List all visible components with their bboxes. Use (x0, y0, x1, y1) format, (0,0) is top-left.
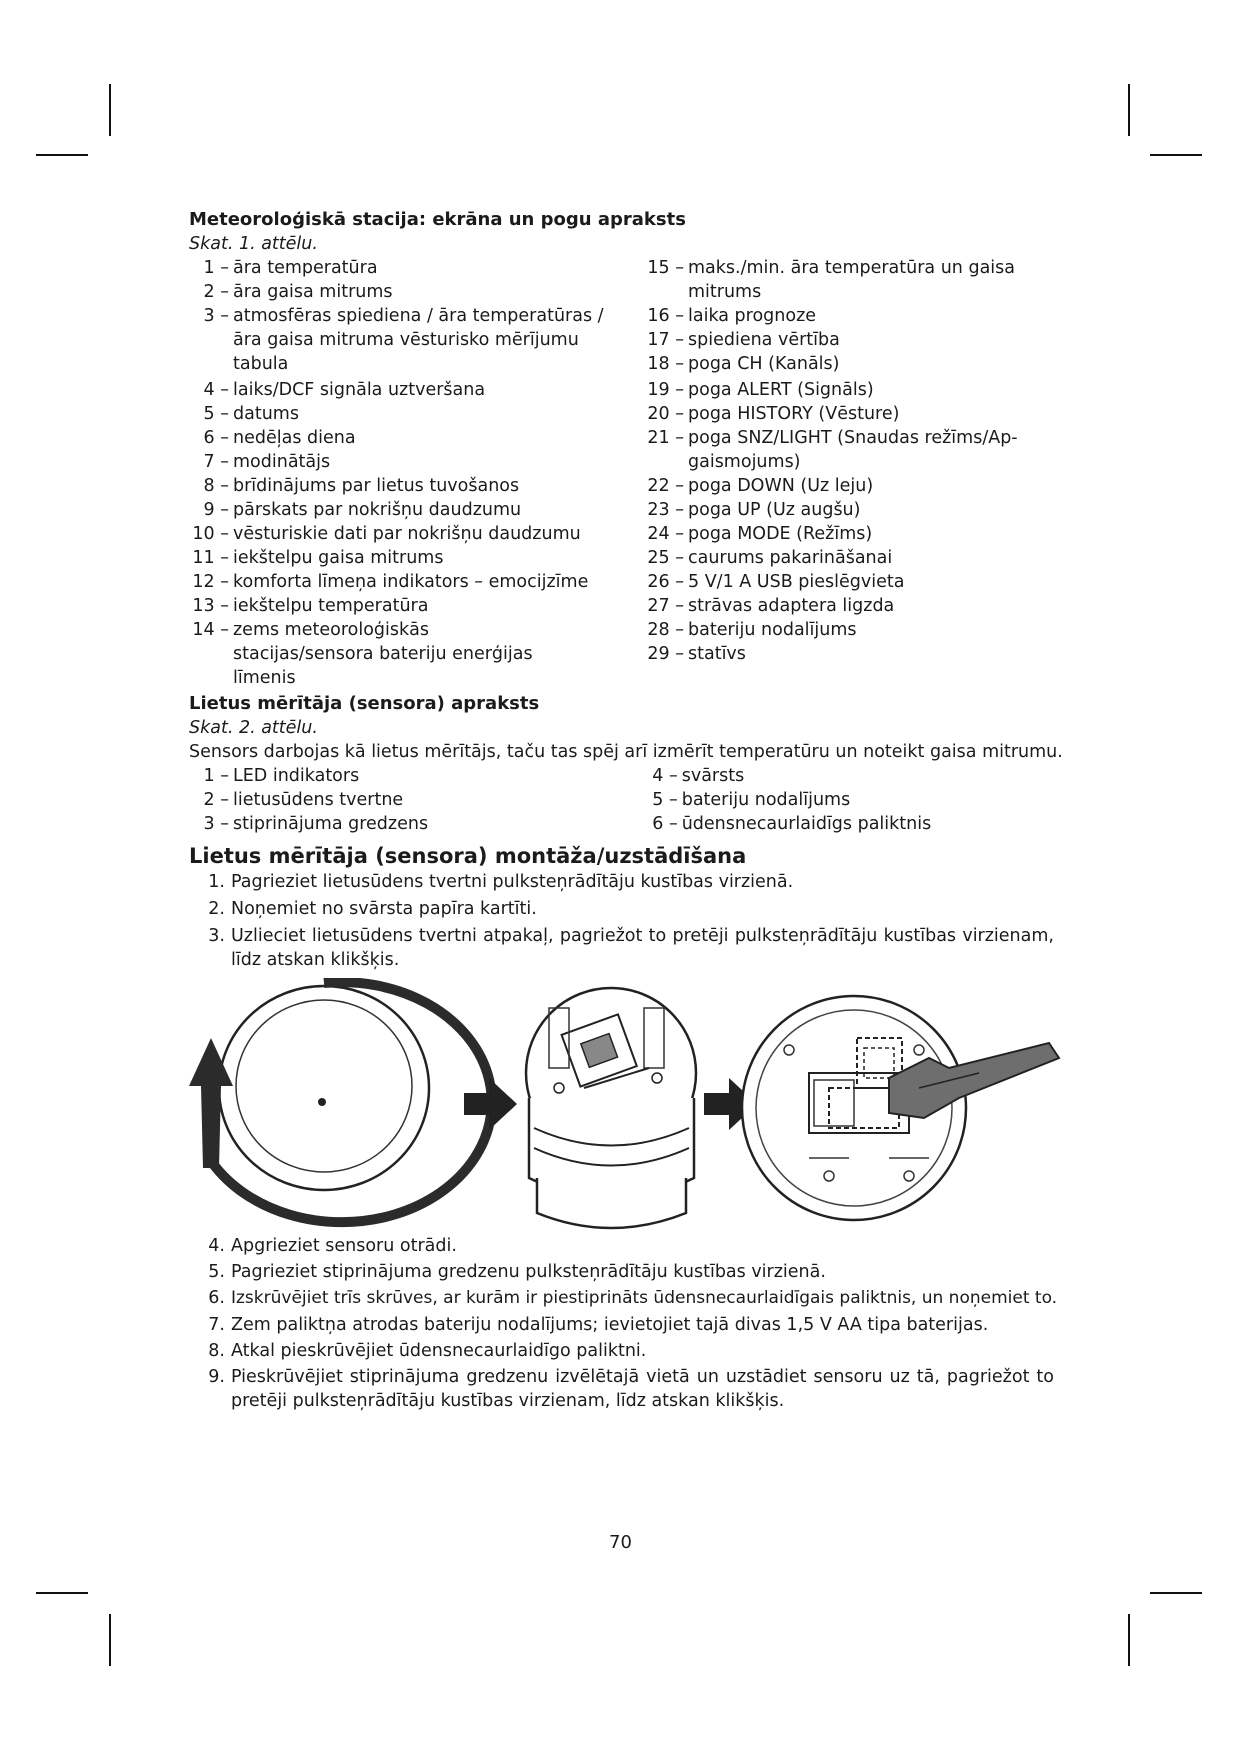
legend-item (189, 812, 650, 836)
installation-illustration (189, 978, 1069, 1238)
legend-number: 1 – (203, 766, 229, 786)
crop-mark (1128, 84, 1130, 136)
legend-number: 22 – (647, 476, 684, 496)
legend-text: poga UP (Uz augšu) (688, 500, 861, 520)
legend-text: maks./min. āra temperatūra un gaisa mitrums (688, 258, 1015, 302)
legend-text: statīvs (688, 644, 746, 664)
step-item (189, 1313, 1054, 1337)
legend-text: datums (233, 404, 299, 424)
step-item (189, 1339, 1054, 1363)
legend-item (644, 256, 1069, 304)
legend-number: 25 – (647, 548, 684, 568)
legend-number: 4 – (203, 380, 229, 400)
legend-item (189, 764, 650, 788)
figure-reference-2: Skat. 2. attēlu. (189, 718, 318, 738)
sensor-legend-left (189, 764, 650, 836)
legend-item (644, 498, 1069, 522)
figure-reference-1: Skat. 1. attēlu. (189, 234, 318, 254)
step-number: 5. (208, 1262, 225, 1282)
legend-item (189, 450, 644, 474)
crop-mark (1128, 1614, 1130, 1666)
rain-container-lid-drawing (219, 986, 429, 1190)
sensor-intro: Sensors darbojas kā lietus mērītājs, taču tas spēj arī izmērīt temperatūru un noteikt gaisa mitrumu. (189, 742, 1063, 762)
legend-item (189, 256, 644, 280)
legend-text: laika prognoze (688, 306, 817, 326)
legend-item (650, 788, 1069, 812)
legend-text: iekštelpu temperatūra (233, 596, 429, 616)
legend-item (644, 570, 1069, 594)
legend-number: 10 – (192, 524, 229, 544)
installation-steps-b (189, 1234, 1058, 1413)
legend-number: 20 – (647, 404, 684, 424)
section-title-installation: Lietus mērītāja (sensora) montāža/uzstādīšana (189, 844, 747, 868)
arrow-right-icon (464, 1078, 517, 1130)
legend-number: 21 – (647, 428, 684, 448)
legend-item (644, 304, 1069, 328)
legend-number: 19 – (647, 380, 684, 400)
page-content-lower (189, 1234, 1059, 1413)
legend-number: 7 – (203, 452, 229, 472)
legend-item (189, 570, 644, 594)
legend-item (650, 764, 1069, 788)
legend-text: lietusūdens tvertne (233, 790, 404, 810)
legend-item (644, 352, 1069, 376)
legend-text: nedēļas diena (233, 428, 356, 448)
legend-item (189, 426, 644, 450)
legend-item (644, 522, 1069, 546)
legend-item (189, 788, 650, 812)
crop-mark (109, 1614, 111, 1666)
legend-number: 6 – (652, 814, 678, 834)
legend-text: zems meteoroloģiskās stacijas/sensora bateriju enerģijas līmenis (233, 620, 533, 688)
legend-item (644, 642, 1069, 666)
legend-text: 5 V/1 A USB pieslēgvieta (688, 572, 905, 592)
legend-number: 5 – (652, 790, 678, 810)
step-item (189, 1286, 1058, 1310)
legend-item (644, 328, 1069, 352)
step-text: Pieskrūvējiet stiprinājuma gredzenu izvēlētajā vietā un uzstādiet sensoru uz tā, pagriežot to pretēji pulksteņrādītāju kustības virzienam, līdz atskan klikšķis. (231, 1367, 1054, 1411)
step-number: 4. (208, 1236, 225, 1256)
legend-number: 3 – (203, 306, 229, 326)
legend-text: āra gaisa mitrums (233, 282, 393, 302)
legend-number: 8 – (203, 476, 229, 496)
legend-text: poga MODE (Režīms) (688, 524, 873, 544)
open-sensor-drawing (526, 988, 696, 1228)
legend-item (644, 378, 1069, 402)
legend-item (644, 426, 1069, 474)
legend-number: 28 – (647, 620, 684, 640)
legend-text: pārskats par nokrišņu daudzumu (233, 500, 522, 520)
legend-item (644, 618, 1069, 642)
legend-text: iekštelpu gaisa mitrums (233, 548, 444, 568)
crop-mark (36, 1592, 88, 1594)
legend-item (644, 546, 1069, 570)
step-item (189, 870, 1054, 894)
crop-mark (1150, 154, 1202, 156)
legend-item (189, 498, 644, 522)
legend-text: poga SNZ/LIGHT (Snaudas režīms/Ap-gaismojums) (688, 428, 1018, 472)
legend-item (189, 280, 644, 304)
step-number: 6. (208, 1288, 225, 1308)
legend-text: spiediena vērtība (688, 330, 840, 350)
legend-number: 27 – (647, 596, 684, 616)
legend-text: brīdinājums par lietus tuvošanos (233, 476, 520, 496)
legend-text: vēsturiskie dati par nokrišņu daudzumu (233, 524, 581, 544)
display-legend-right (644, 256, 1069, 690)
legend-number: 2 – (203, 790, 229, 810)
legend-text: caurums pakarināšanai (688, 548, 893, 568)
display-legend (189, 256, 1069, 690)
legend-text: poga CH (Kanāls) (688, 354, 840, 374)
step-text: Apgrieziet sensoru otrādi. (231, 1236, 457, 1256)
step-text: Pagrieziet stiprinājuma gredzenu pulksteņrādītāju kustības virzienā. (231, 1262, 826, 1282)
legend-text: LED indikators (233, 766, 360, 786)
legend-item (644, 474, 1069, 498)
legend-item (189, 304, 644, 376)
step-text: Atkal pieskrūvējiet ūdensnecaurlaidīgo paliktni. (231, 1341, 647, 1361)
section-title-sensor: Lietus mērītāja (sensora) apraksts (189, 693, 540, 714)
step-item (189, 1365, 1054, 1413)
page-content (189, 208, 1063, 972)
legend-number: 15 – (647, 258, 684, 278)
legend-number: 14 – (192, 620, 229, 640)
step-text: Izskrūvējiet trīs skrūves, ar kurām ir piestiprināts ūdensnecaurlaidīgais paliktnis, un noņemiet to. (231, 1288, 1058, 1308)
legend-item (650, 812, 1069, 836)
step-text: Noņemiet no svārsta papīra kartīti. (231, 899, 537, 919)
legend-number: 1 – (203, 258, 229, 278)
legend-text: āra temperatūra (233, 258, 378, 278)
legend-item (189, 546, 644, 570)
legend-text: laiks/DCF signāla uztveršana (233, 380, 486, 400)
legend-number: 9 – (203, 500, 229, 520)
sensor-legend-right (650, 764, 1069, 836)
step-item (189, 897, 1054, 921)
display-legend-left (189, 256, 644, 690)
legend-text: stiprinājuma gredzens (233, 814, 429, 834)
crop-mark (109, 84, 111, 136)
legend-number: 2 – (203, 282, 229, 302)
section-title-display: Meteoroloģiskā stacija: ekrāna un pogu apraksts (189, 209, 686, 230)
legend-text: modinātājs (233, 452, 331, 472)
legend-item (644, 402, 1069, 426)
legend-number: 12 – (192, 572, 229, 592)
step-item (189, 924, 1054, 972)
legend-number: 4 – (652, 766, 678, 786)
legend-number: 29 – (647, 644, 684, 664)
step-item (189, 1260, 1054, 1284)
crop-mark (1150, 1592, 1202, 1594)
legend-item (189, 618, 644, 690)
step-text: Uzlieciet lietusūdens tvertni atpakaļ, pagriežot to pretēji pulksteņrādītāju kustības virzienam, līdz atskan klikšķis. (231, 926, 1054, 970)
legend-item (189, 378, 644, 402)
legend-item (189, 474, 644, 498)
step-text: Pagrieziet lietusūdens tvertni pulksteņrādītāju kustības virzienā. (231, 872, 794, 892)
legend-number: 5 – (203, 404, 229, 424)
legend-text: bateriju nodalījums (688, 620, 857, 640)
legend-text: bateriju nodalījums (681, 790, 851, 810)
legend-text: svārsts (681, 766, 745, 786)
page-number: 70 (609, 1532, 632, 1553)
legend-number: 26 – (647, 572, 684, 592)
step-number: 7. (208, 1315, 225, 1335)
step-number: 3. (208, 926, 225, 946)
legend-item (189, 402, 644, 426)
step-item (189, 1234, 1054, 1258)
legend-number: 11 – (192, 548, 229, 568)
legend-number: 17 – (647, 330, 684, 350)
step-number: 9. (208, 1367, 225, 1387)
sensor-legend (189, 764, 1069, 836)
legend-item (189, 594, 644, 618)
legend-text: strāvas adaptera ligzda (688, 596, 895, 616)
installation-steps-a (189, 870, 1054, 972)
legend-number: 23 – (647, 500, 684, 520)
step-text: Zem paliktņa atrodas bateriju nodalījums; ievietojiet tajā divas 1,5 V AA tipa baterijas. (231, 1315, 989, 1335)
crop-mark (36, 154, 88, 156)
legend-text: komforta līmeņa indikators – emocijzīme (233, 572, 589, 592)
legend-number: 18 – (647, 354, 684, 374)
legend-number: 6 – (203, 428, 229, 448)
legend-number: 13 – (192, 596, 229, 616)
legend-item (189, 522, 644, 546)
legend-text: poga HISTORY (Vēsture) (688, 404, 900, 424)
legend-text: atmosfēras spiediena / āra temperatūras / āra gaisa mitruma vēsturisko mērījumu tabula (233, 306, 604, 374)
step-number: 1. (208, 872, 225, 892)
legend-item (644, 594, 1069, 618)
step-number: 8. (208, 1341, 225, 1361)
legend-text: ūdensnecaurlaidīgs paliktnis (681, 814, 932, 834)
legend-text: poga DOWN (Uz leju) (688, 476, 874, 496)
legend-text: poga ALERT (Signāls) (688, 380, 874, 400)
legend-number: 3 – (203, 814, 229, 834)
legend-number: 16 – (647, 306, 684, 326)
step-number: 2. (208, 899, 225, 919)
legend-number: 24 – (647, 524, 684, 544)
